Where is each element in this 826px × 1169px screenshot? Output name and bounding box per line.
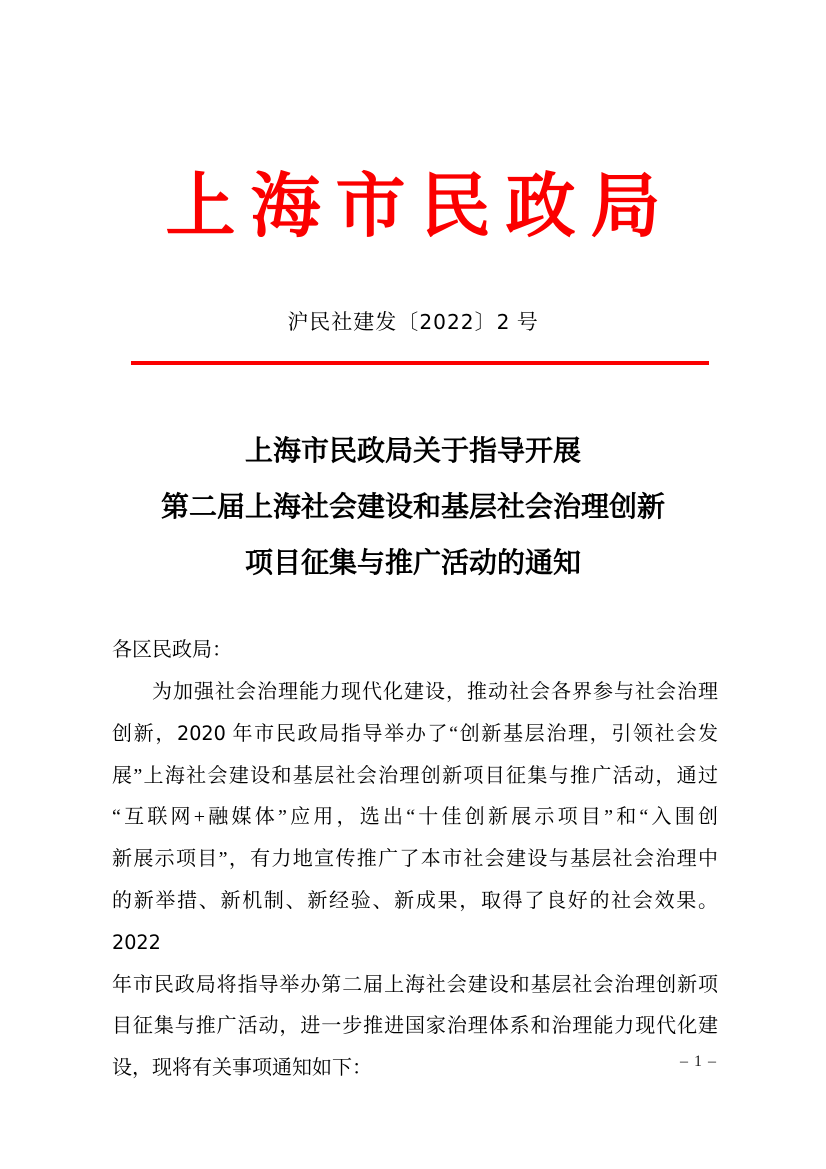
document-title-line-2: 第二届上海社会建设和基层社会治理创新 (160, 492, 665, 523)
numeral: 2020 (177, 722, 226, 746)
body-line: 的新举措、新机制、新经验、新成果，取得了良好的社会效果。2022 (112, 889, 718, 955)
body-line: 为加强社会治理能力现代化建设，推动社会各界参与社会治理 (152, 680, 718, 703)
body-line: 年市民政局将指导举办第二届上海社会建设和基层社会治理创新项 (112, 973, 718, 996)
agency-title: 上海市民政局 (165, 169, 676, 246)
body-line: 创新，2020 年市民政局指导举办了“创新基层治理，引领社会发 (112, 722, 718, 746)
numeral: 2022 (419, 310, 475, 334)
page-number: – 1 – (680, 1053, 717, 1070)
red-divider-line (131, 361, 709, 365)
body-line: “互联网+融媒体”应用，选出“十佳创新展示项目”和“入围创 (112, 806, 718, 829)
body-text (112, 630, 718, 1090)
doc-number: 沪民社建发〔2022〕2 号 (287, 310, 539, 334)
body-line: 目征集与推广活动，进一步推进国家治理体系和治理能力现代化建 (112, 1015, 718, 1038)
body-paragraph (112, 672, 718, 1090)
salutation: 各区民政局： (112, 639, 232, 661)
body-line: 新展示项目”，有力地宣传推广了本市社会建设与基层社会治理中 (112, 847, 718, 870)
body-line: 设，现将有关事项通知如下： (112, 1056, 372, 1079)
document-title (0, 424, 826, 592)
numeral: 2022 (112, 931, 161, 955)
numeral: 2 (496, 310, 511, 334)
body-line: 展”上海社会建设和基层社会治理创新项目征集与推广活动，通过 (112, 764, 718, 787)
document-title-line-3: 项目征集与推广活动的通知 (244, 548, 581, 579)
document-title-line-1: 上海市民政局关于指导开展 (244, 436, 581, 467)
